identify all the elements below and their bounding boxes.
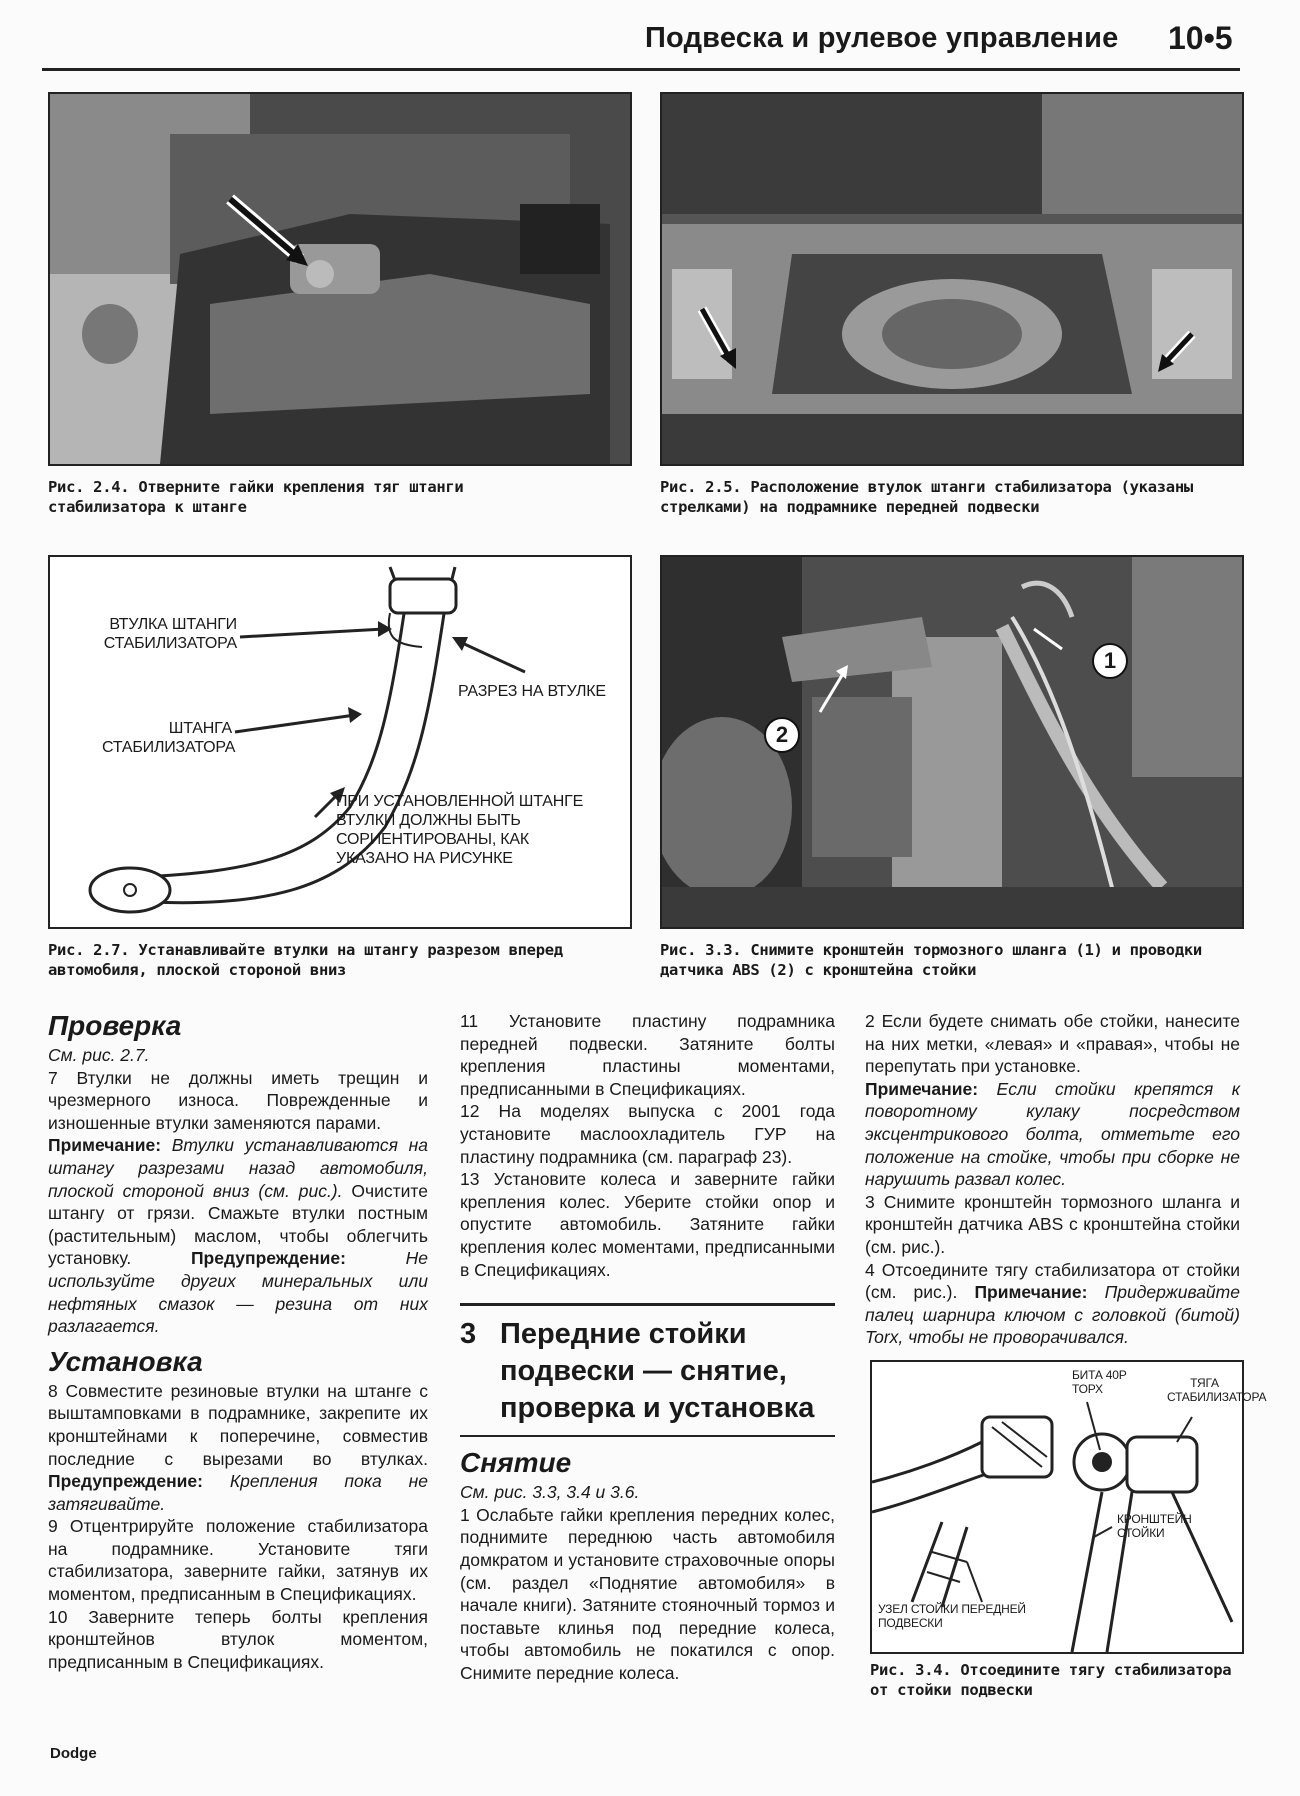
- warning-label: Предупреждение:: [190, 1248, 346, 1269]
- paragraph-10: 10 Заверните теперь болты крепления кронштейнов втулок моментом, предписанным в Спецификациях.: [48, 1606, 428, 1672]
- paragraph-4: [865, 1259, 1240, 1349]
- column-1: [48, 1010, 428, 1673]
- note-text: Втулки устанавливаются на штангу разрезами назад автомобиля, плоской стороной вниз (см. рис.).: [48, 1135, 428, 1201]
- section-3-header: [460, 1303, 835, 1427]
- paragraph-11: 11 Установите пластину подрамника передней подвески. Затяните болты крепления пластины моментами, предписанными в Спецификациях.: [460, 1011, 835, 1099]
- page-number: 10•5: [1168, 20, 1233, 56]
- figure-2-5-photo: [660, 92, 1244, 466]
- ref-check: См. рис. 2.7.: [48, 1045, 150, 1065]
- paragraph-7: 7 Втулки не должны иметь трещин и чрезмерного износа. Поврежденные и изношенные втулки заменяются парами.: [48, 1067, 428, 1133]
- figure-2-4-caption: Рис. 2.4. Отверните гайки крепления тяг штанги стабилизатора к штанге: [48, 478, 464, 516]
- paragraph-9: 9 Отцентрируйте положение стабилизатора на подрамнике. Установите тяги стабилизатора, заверните гайки, затянув их моментом, предписанным в Спецификациях.: [48, 1516, 428, 1605]
- page-header-title: Подвеска и рулевое управление: [645, 22, 1119, 54]
- label-strut: УЗЕЛ СТОЙКИ ПЕРЕДНЕЙ ПОДВЕСКИ: [878, 1602, 1026, 1630]
- paragraph-7-note: [48, 1134, 428, 1337]
- figure-2-5-caption: Рис. 2.5. Расположение втулок штанги стабилизатора (указаны стрелками) на подрамнике передней подвески: [660, 478, 1193, 516]
- heading-removal: Снятие: [460, 1447, 572, 1479]
- callout-2: 2: [764, 717, 800, 753]
- figure-2-4-photo: [48, 92, 632, 466]
- paragraph-2-note: [865, 1078, 1240, 1191]
- section-number: 3: [460, 1318, 477, 1351]
- note2-label: Примечание:: [974, 1282, 1088, 1303]
- label-bushing: ВТУЛКА ШТАНГИ СТАБИЛИЗАТОРА: [103, 616, 237, 652]
- warning-text: Не используйте других минеральных или нефтяных смазок — резина от них разлагается.: [48, 1248, 428, 1337]
- note-label-3: Примечание:: [865, 1078, 979, 1099]
- heading-install: Установка: [48, 1345, 203, 1377]
- label-bar: ШТАНГА СТАБИЛИЗАТОРА: [102, 720, 236, 756]
- figure-2-7-caption: Рис. 2.7. Устанавливайте втулки на штангу разрезом вперед автомобиля, плоской стороной вниз: [48, 941, 563, 979]
- figure-3-3-caption: Рис. 3.3. Снимите кронштейн тормозного шланга (1) и проводки датчика ABS (2) с кронштейна стойки: [660, 941, 1202, 979]
- paragraph-1: 1 Ослабьте гайки крепления передних колес, поднимите переднюю часть автомобиля домкратом и установите страховочные опоры (см. раздел «Поднятие автомобиля» в начале книги). Затяните стояночный тормоз и поставьте клинья под передние колеса, чтобы автомобиль не покатился с опор. Снимите передние колеса.: [460, 1504, 835, 1683]
- figure-3-3-photo: [660, 555, 1244, 929]
- label-note: ПРИ УСТАНОВЛЕННОЙ ШТАНГЕ ВТУЛКИ ДОЛЖНЫ БЫТЬ СОРИЕНТИРОВАНЫ, КАК УКАЗАНО НА РИСУНКЕ: [336, 793, 584, 867]
- header-divider: [42, 68, 1240, 71]
- figure-3-4-caption: Рис. 3.4. Отсоедините тягу стабилизатора от стойки подвески: [870, 1661, 1232, 1699]
- heading-check: Проверка: [48, 1010, 182, 1041]
- callout-1: 1: [1092, 643, 1128, 679]
- label-link: ТЯГА СТАБИЛИЗАТОРА: [1167, 1376, 1267, 1404]
- paragraph-13: 13 Установите колеса и заверните гайки крепления колес. Уберите стойки опор и опустите автомобиль. Затяните гайки крепления колес моментами, предписанными в Спецификациях.: [460, 1169, 835, 1280]
- ref-removal: См. рис. 3.3, 3.4 и 3.6.: [460, 1482, 640, 1503]
- section-title: Передние стойки подвески — снятие, проверка и установка: [500, 1318, 815, 1425]
- note-text-3: Если стойки крепятся к поворотному кулаку посредством эксцентрикового болта, отметьте его положение на стойке, чтобы при сборке не нарушить развал колес.: [865, 1078, 1240, 1190]
- note2-text: Придерживайте палец шарнира ключом с головкой (битой) Torx, чтобы не проворачивался.: [865, 1282, 1240, 1348]
- figure-2-7-diagram: [48, 555, 632, 929]
- paragraph-3: 3 Снимите кронштейн тормозного шланга и кронштейн датчика ABS с кронштейна стойки (см. рис.).: [865, 1191, 1240, 1257]
- figure-3-4-diagram: [870, 1360, 1267, 1654]
- paragraph-8-text: 8 Совместите резиновые втулки на штанге с выштамповками в подрамнике, закрепите их кронштейнами к поперечине, совместив последние с вырезами во втулках.: [48, 1380, 428, 1469]
- label-torx: БИТА 40Р ТОРХ: [1072, 1368, 1127, 1396]
- paragraph-12: 12 На моделях выпуска с 2001 года установите маслоохладитель ГУР на пластину подрамника (см. параграф 23).: [460, 1101, 835, 1167]
- paragraph-4-text: 4 Отсоедините тягу стабилизатора от стойки (см. рис.).: [865, 1259, 1240, 1303]
- paragraph-8: [48, 1380, 428, 1516]
- warning2-label: Предупреждение:: [48, 1471, 203, 1492]
- note-label: Примечание:: [48, 1135, 162, 1156]
- warning2-text: Крепления пока не затягивайте.: [48, 1471, 428, 1514]
- label-bracket: КРОНШТЕЙН СТОЙКИ: [1117, 1512, 1192, 1540]
- column-3: [865, 1010, 1240, 1349]
- footer-brand: Dodge: [50, 1745, 97, 1762]
- paragraph-2: 2 Если будете снимать обе стойки, нанесите на них метки, «левая» и «правая», чтобы не перепутать при установке.: [865, 1011, 1240, 1077]
- paragraph-7b: Очистите штангу от грязи. Смажьте втулки постным (растительным) маслом, чтобы облегчить установку.: [48, 1180, 428, 1269]
- column-2: [460, 1010, 835, 1684]
- label-cut: РАЗРЕЗ НА ВТУЛКЕ: [458, 683, 606, 700]
